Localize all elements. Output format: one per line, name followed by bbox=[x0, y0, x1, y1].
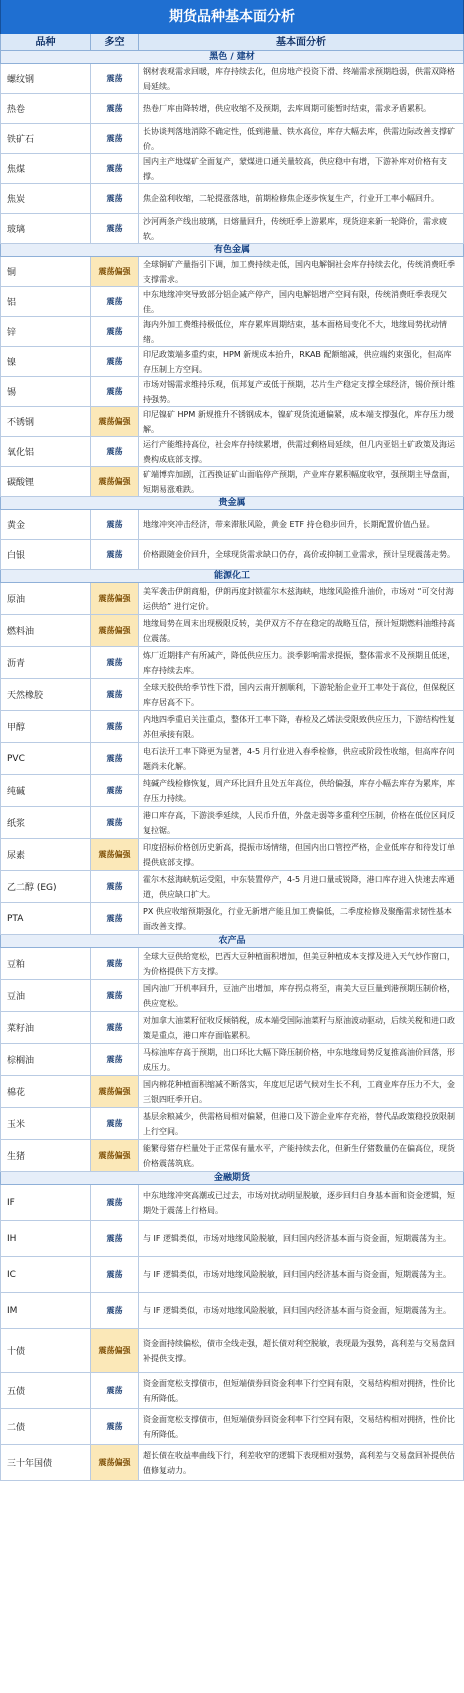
analysis-text: 资金面持续偏松，债市全线走强，超长债对利空脱敏，表现最为强势，高利差与交易盘回补提供支撑。 bbox=[143, 1338, 455, 1363]
category-header: 有色金属 bbox=[0, 244, 464, 257]
analysis-text: 海内外加工费维持极低位，库存累库周期结束，基本面格局变化不大，地缘局势扰动情绪。 bbox=[143, 319, 447, 344]
direction-cell bbox=[91, 214, 139, 243]
direction-badge: 震荡 bbox=[106, 991, 123, 1000]
direction-cell bbox=[91, 647, 139, 678]
table-row bbox=[0, 64, 464, 94]
table-row bbox=[0, 407, 464, 437]
analysis-text: 全球天胶供给季节性下滑，国内云南开割顺利，下游轮胎企业开工率处于高位，但保税区库存居高不下。 bbox=[143, 682, 455, 707]
analysis-text: 中东地缘冲突导致部分铝企减产停产，国内电解铝增产空间有限，传统消费旺季表现欠佳。 bbox=[143, 289, 447, 314]
direction-cell bbox=[91, 1221, 139, 1256]
analysis-cell bbox=[139, 679, 463, 710]
commodity-name: 棉花 bbox=[1, 1076, 91, 1107]
analysis-cell bbox=[139, 540, 463, 569]
direction-cell bbox=[91, 948, 139, 979]
analysis-cell bbox=[139, 1012, 463, 1043]
direction-badge: 震荡 bbox=[106, 1270, 123, 1279]
category-header: 金融期货 bbox=[0, 1172, 464, 1185]
analysis-text: 基层余粮减少，供需格局相对偏紧，但港口及下游企业库存充裕，替代品政策稳投放限制上行空间。 bbox=[143, 1111, 455, 1136]
direction-cell bbox=[91, 510, 139, 539]
page-title: 期货品种基本面分析 bbox=[0, 0, 464, 34]
direction-badge: 震荡 bbox=[106, 722, 123, 731]
direction-badge: 震荡偏强 bbox=[98, 626, 131, 635]
commodity-name: IH bbox=[1, 1221, 91, 1256]
category-header: 农产品 bbox=[0, 935, 464, 948]
direction-badge: 震荡 bbox=[106, 786, 123, 795]
analysis-text: 市场对锡需求维持乐观，佤邦复产或低于预期，芯片生产稳定支撑全球经济，锡价预计维持强势。 bbox=[143, 379, 455, 404]
analysis-cell bbox=[139, 214, 463, 243]
analysis-text: 全球铜矿产量指引下调，加工费持续走低，国内电解铜社会库存持续去化，传统消费旺季支撑需求。 bbox=[143, 259, 455, 284]
table-row bbox=[0, 1293, 464, 1329]
direction-badge: 震荡 bbox=[106, 224, 123, 233]
direction-badge: 震荡 bbox=[106, 194, 123, 203]
direction-badge: 震荡 bbox=[106, 447, 123, 456]
commodity-name: 锌 bbox=[1, 317, 91, 346]
table-row bbox=[0, 1221, 464, 1257]
analysis-cell bbox=[139, 317, 463, 346]
commodity-name: 螺纹钢 bbox=[1, 64, 91, 93]
analysis-text: 矿端博弈加剧，江西换证矿山面临停产预期，产业库存累积幅度收窄，强预期主导盘面，短期易涨难跌。 bbox=[143, 469, 455, 494]
analysis-cell bbox=[139, 1044, 463, 1075]
direction-cell bbox=[91, 679, 139, 710]
commodity-name: 焦煤 bbox=[1, 154, 91, 183]
commodity-name: 镍 bbox=[1, 347, 91, 376]
direction-badge: 震荡 bbox=[106, 104, 123, 113]
commodity-name: 铜 bbox=[1, 257, 91, 286]
table-row bbox=[0, 711, 464, 743]
analysis-text: 国内棉花种植面积缩减不断落实，年度厄尼诺气候对生长不利，工商业库存压力不大，金三银四旺季开启。 bbox=[143, 1079, 455, 1104]
commodity-name: 纯碱 bbox=[1, 775, 91, 806]
table-row bbox=[0, 154, 464, 184]
category-header: 贵金属 bbox=[0, 497, 464, 510]
direction-cell bbox=[91, 775, 139, 806]
direction-badge: 震荡 bbox=[106, 1198, 123, 1207]
commodity-name: 热卷 bbox=[1, 94, 91, 123]
direction-cell bbox=[91, 807, 139, 838]
commodity-name: 生猪 bbox=[1, 1140, 91, 1171]
header-name: 品种 bbox=[1, 34, 91, 50]
analysis-cell bbox=[139, 647, 463, 678]
analysis-text: 印尼政策端多重约束，HPM 新规成本抬升，RKAB 配额缩减，供应端约束强化，但高库存压制上方空间。 bbox=[143, 349, 452, 374]
commodity-name: 白银 bbox=[1, 540, 91, 569]
direction-badge: 震荡 bbox=[106, 658, 123, 667]
commodity-name: 焦炭 bbox=[1, 184, 91, 213]
analysis-text: 电石法开工率下降更为显著，4-5 月行业进入春季检修，供应或阶段性收缩，但高库存问题尚未化解。 bbox=[143, 746, 455, 771]
direction-badge: 震荡 bbox=[106, 74, 123, 83]
table-row bbox=[0, 1329, 464, 1373]
direction-cell bbox=[91, 1445, 139, 1480]
direction-badge: 震荡 bbox=[106, 164, 123, 173]
table-row bbox=[0, 214, 464, 244]
analysis-cell bbox=[139, 347, 463, 376]
analysis-cell bbox=[139, 377, 463, 406]
analysis-text: 超长债在收益率曲线下行，利差收窄的逻辑下表现相对强势，高利差与交易盘回补提供估值修复动力。 bbox=[143, 1450, 455, 1475]
commodity-name: 原油 bbox=[1, 583, 91, 614]
direction-badge: 震荡 bbox=[106, 520, 123, 529]
analysis-cell bbox=[139, 615, 463, 646]
direction-badge: 震荡偏强 bbox=[98, 477, 131, 486]
commodity-name: 铝 bbox=[1, 287, 91, 316]
direction-cell bbox=[91, 377, 139, 406]
analysis-cell bbox=[139, 1445, 463, 1480]
direction-cell bbox=[91, 711, 139, 742]
commodity-name: 尿素 bbox=[1, 839, 91, 870]
table-row bbox=[0, 679, 464, 711]
analysis-cell bbox=[139, 184, 463, 213]
table-row bbox=[0, 1409, 464, 1445]
table-row bbox=[0, 1012, 464, 1044]
direction-cell bbox=[91, 1257, 139, 1292]
direction-badge: 震荡 bbox=[106, 134, 123, 143]
table-row bbox=[0, 807, 464, 839]
analysis-text: 沙河两条产线出玻璃，日熔量回升，传统旺季上游累库，现货迎来新一轮降价，需求疲软。 bbox=[143, 216, 447, 241]
direction-badge: 震荡 bbox=[106, 882, 123, 891]
analysis-text: 马棕油库存高于预期，出口环比大幅下降压制价格，中东地缘局势反复推高油价回落，形成压力。 bbox=[143, 1047, 455, 1072]
analysis-cell bbox=[139, 1221, 463, 1256]
direction-badge: 震荡 bbox=[106, 357, 123, 366]
table-row bbox=[0, 1044, 464, 1076]
analysis-cell bbox=[139, 94, 463, 123]
direction-cell bbox=[91, 615, 139, 646]
direction-badge: 震荡 bbox=[106, 387, 123, 396]
commodity-name: 纸浆 bbox=[1, 807, 91, 838]
commodity-name: 五债 bbox=[1, 1373, 91, 1408]
analysis-text: PX 供应收缩预期强化，行业无新增产能且加工费偏低，二季度检修及聚酯需求韧性基本面改善支撑。 bbox=[143, 906, 452, 931]
direction-badge: 震荡 bbox=[106, 1306, 123, 1315]
analysis-text: 霍尔木兹海峡航运受阻，中东装置停产，4-5 月进口量或锐降，港口库存进入快速去库通道，供应缺口扩大。 bbox=[143, 874, 455, 899]
commodity-name: 碳酸锂 bbox=[1, 467, 91, 496]
commodity-name: 沥青 bbox=[1, 647, 91, 678]
analysis-text: 全球大豆供给宽松，巴西大豆种植面积增加，但美豆种植成本支撑及进入天气炒作窗口，为价格提供下方支撑。 bbox=[143, 951, 455, 976]
analysis-cell bbox=[139, 583, 463, 614]
table-row bbox=[0, 540, 464, 570]
commodity-name: 二债 bbox=[1, 1409, 91, 1444]
commodity-name: 燃料油 bbox=[1, 615, 91, 646]
direction-cell bbox=[91, 980, 139, 1011]
direction-cell bbox=[91, 540, 139, 569]
analysis-cell bbox=[139, 839, 463, 870]
analysis-cell bbox=[139, 257, 463, 286]
direction-cell bbox=[91, 1409, 139, 1444]
table-row bbox=[0, 317, 464, 347]
direction-badge: 震荡偏强 bbox=[98, 267, 131, 276]
table-row bbox=[0, 510, 464, 540]
table-row bbox=[0, 743, 464, 775]
analysis-cell bbox=[139, 948, 463, 979]
direction-badge: 震荡 bbox=[106, 1119, 123, 1128]
commodity-name: 氧化铝 bbox=[1, 437, 91, 466]
table-row bbox=[0, 257, 464, 287]
table-header bbox=[0, 34, 464, 51]
direction-cell bbox=[91, 257, 139, 286]
table-row bbox=[0, 94, 464, 124]
analysis-cell bbox=[139, 807, 463, 838]
direction-cell bbox=[91, 1373, 139, 1408]
analysis-text: 国内主产地煤矿全面复产，蒙煤进口通关量较高，供应稳中有增，下游补库对价格有支撑。 bbox=[143, 156, 447, 181]
table-row bbox=[0, 871, 464, 903]
table-row bbox=[0, 1445, 464, 1481]
direction-cell bbox=[91, 1044, 139, 1075]
analysis-cell bbox=[139, 407, 463, 436]
table-row bbox=[0, 839, 464, 871]
analysis-cell bbox=[139, 467, 463, 496]
direction-badge: 震荡偏强 bbox=[98, 1151, 131, 1160]
category-header: 能源化工 bbox=[0, 570, 464, 583]
commodity-name: 棕榈油 bbox=[1, 1044, 91, 1075]
commodity-name: 黄金 bbox=[1, 510, 91, 539]
direction-cell bbox=[91, 1140, 139, 1171]
analysis-text: 地缘冲突冲击经济，带来滞胀风险，黄金 ETF 持仓稳步回升，长期配置价值凸显。 bbox=[143, 520, 435, 529]
direction-badge: 震荡偏强 bbox=[98, 1346, 131, 1355]
analysis-text: 中东地缘冲突高潮或已过去，市场对扰动明显脱敏，逐步回归自身基本面和资金逻辑，短期处于震荡上行格局。 bbox=[143, 1190, 455, 1215]
analysis-text: 运行产能维持高位，社会库存持续累增，供需过剩格局延续，但几内亚铝土矿政策及海运费构成底部支撑。 bbox=[143, 439, 455, 464]
commodity-name: IM bbox=[1, 1293, 91, 1328]
direction-badge: 震荡 bbox=[106, 1055, 123, 1064]
direction-cell bbox=[91, 154, 139, 183]
analysis-cell bbox=[139, 1329, 463, 1372]
direction-cell bbox=[91, 407, 139, 436]
direction-cell bbox=[91, 839, 139, 870]
direction-cell bbox=[91, 467, 139, 496]
table-row bbox=[0, 1140, 464, 1172]
direction-badge: 震荡 bbox=[106, 1386, 123, 1395]
direction-cell bbox=[91, 287, 139, 316]
analysis-text: 与 IF 逻辑类似，市场对地缘风险脱敏，回归国内经济基本面与资金面，短期震荡为主。 bbox=[143, 1306, 452, 1315]
analysis-text: 国内油厂开机率回升，豆油产出增加，库存拐点将至，南美大豆巨量到港预期压制价格，供应宽松。 bbox=[143, 983, 455, 1008]
table-row bbox=[0, 647, 464, 679]
direction-cell bbox=[91, 1076, 139, 1107]
commodity-name: 豆粕 bbox=[1, 948, 91, 979]
analysis-cell bbox=[139, 980, 463, 1011]
direction-cell bbox=[91, 94, 139, 123]
commodity-name: IC bbox=[1, 1257, 91, 1292]
direction-badge: 震荡 bbox=[106, 818, 123, 827]
table-row bbox=[0, 980, 464, 1012]
direction-cell bbox=[91, 317, 139, 346]
analysis-text: 对加拿大油菜籽征收反倾销税，成本端受国际油菜籽与原油波动驱动，后续关税和进口政策是重点，港口库存面临累积。 bbox=[143, 1015, 455, 1040]
analysis-cell bbox=[139, 510, 463, 539]
analysis-cell bbox=[139, 437, 463, 466]
analysis-text: 能繁母猪存栏量处于正常保有量水平，产能持续去化，但新生仔猪数量仍在偏高位，现货价格震荡筑底。 bbox=[143, 1143, 455, 1168]
analysis-text: 长协谈判落地消除不确定性，低到港量、铁水高位，库存大幅去库，供需边际改善支撑矿价。 bbox=[143, 126, 455, 151]
direction-cell bbox=[91, 1329, 139, 1372]
analysis-cell bbox=[139, 743, 463, 774]
direction-cell bbox=[91, 437, 139, 466]
direction-cell bbox=[91, 64, 139, 93]
table-body bbox=[0, 51, 464, 1481]
analysis-text: 纯碱产线检修恢复，周产环比回升且处五年高位，供给偏强，库存小幅去库存为累库，库存压力持续。 bbox=[143, 778, 455, 803]
analysis-cell bbox=[139, 1076, 463, 1107]
commodity-name: 十债 bbox=[1, 1329, 91, 1372]
analysis-text: 资金面宽松支撑债市，但短端债券回资金利率下行空间有限，交易结构相对拥挤，性价比有所降低。 bbox=[143, 1378, 455, 1403]
commodity-name: PTA bbox=[1, 903, 91, 934]
commodity-name: 甲醇 bbox=[1, 711, 91, 742]
direction-badge: 震荡偏强 bbox=[98, 594, 131, 603]
direction-badge: 震荡偏强 bbox=[98, 1087, 131, 1096]
table-row bbox=[0, 948, 464, 980]
analysis-text: 印尼镍矿 HPM 新规推升不锈钢成本，镍矿现货流通偏紧，成本端支撑强化，库存压力缓解。 bbox=[143, 409, 454, 434]
analysis-cell bbox=[139, 1140, 463, 1171]
analysis-cell bbox=[139, 1293, 463, 1328]
table-row bbox=[0, 287, 464, 317]
direction-cell bbox=[91, 1293, 139, 1328]
analysis-text: 内地四季重启关注重点，整体开工率下降，春检及乙烯法受限致供应压力，下游结构性复苏但承接有限。 bbox=[143, 714, 455, 739]
analysis-cell bbox=[139, 1409, 463, 1444]
direction-badge: 震荡 bbox=[106, 550, 123, 559]
commodity-name: 豆油 bbox=[1, 980, 91, 1011]
header-direction: 多空 bbox=[91, 34, 139, 50]
analysis-cell bbox=[139, 287, 463, 316]
analysis-cell bbox=[139, 711, 463, 742]
direction-cell bbox=[91, 347, 139, 376]
commodity-name: 铁矿石 bbox=[1, 124, 91, 153]
direction-cell bbox=[91, 1012, 139, 1043]
table-row bbox=[0, 1373, 464, 1409]
analysis-cell bbox=[139, 64, 463, 93]
table-row bbox=[0, 775, 464, 807]
commodity-name: PVC bbox=[1, 743, 91, 774]
analysis-text: 钢材表观需求回暖，库存持续去化，但房地产投资下滑、终端需求预期趋弱，供需双降格局延续。 bbox=[143, 66, 455, 91]
commodity-name: 乙二醇 (EG) bbox=[1, 871, 91, 902]
direction-cell bbox=[91, 871, 139, 902]
table-row bbox=[0, 347, 464, 377]
analysis-cell bbox=[139, 1108, 463, 1139]
analysis-text: 价格跟随金价回升，全球现货需求缺口仍存，高价或抑制工业需求，预计呈现震荡走势。 bbox=[143, 550, 455, 559]
table-row bbox=[0, 1076, 464, 1108]
analysis-text: 地缘局势在周末出现极限反转，美伊双方不存在稳定的战略互信，预计短期燃料油维持高位震荡。 bbox=[143, 618, 455, 643]
table-row bbox=[0, 615, 464, 647]
direction-cell bbox=[91, 1185, 139, 1220]
analysis-text: 热卷厂库由降转增，供应收缩不及预期，去库周期可能暂时结束，需求矛盾累积。 bbox=[143, 104, 431, 113]
analysis-cell bbox=[139, 903, 463, 934]
direction-cell bbox=[91, 124, 139, 153]
commodity-name: 玻璃 bbox=[1, 214, 91, 243]
analysis-cell bbox=[139, 124, 463, 153]
direction-badge: 震荡 bbox=[106, 1023, 123, 1032]
analysis-text: 焦企盈利收缩，二轮提涨落地，前期检修焦企逐步恢复生产，行业开工率小幅回升。 bbox=[143, 194, 439, 203]
analysis-cell bbox=[139, 154, 463, 183]
direction-badge: 震荡 bbox=[106, 1422, 123, 1431]
header-analysis: 基本面分析 bbox=[276, 37, 326, 48]
table-row bbox=[0, 1185, 464, 1221]
analysis-cell bbox=[139, 871, 463, 902]
table-row bbox=[0, 437, 464, 467]
analysis-cell bbox=[139, 1185, 463, 1220]
analysis-cell bbox=[139, 1257, 463, 1292]
analysis-cell bbox=[139, 775, 463, 806]
analysis-text: 港口库存高，下游淡季延续，人民币升值，外盘走弱等多重利空压制，价格在低位区间反复拉锯。 bbox=[143, 810, 455, 835]
category-header: 黑色 / 建材 bbox=[0, 51, 464, 64]
direction-cell bbox=[91, 184, 139, 213]
commodity-name: 天然橡胶 bbox=[1, 679, 91, 710]
direction-badge: 震荡偏强 bbox=[98, 417, 131, 426]
direction-badge: 震荡 bbox=[106, 754, 123, 763]
commodity-name: 玉米 bbox=[1, 1108, 91, 1139]
direction-badge: 震荡 bbox=[106, 297, 123, 306]
table-row bbox=[0, 903, 464, 935]
direction-cell bbox=[91, 743, 139, 774]
direction-badge: 震荡偏强 bbox=[98, 1458, 131, 1467]
table-row bbox=[0, 377, 464, 407]
direction-badge: 震荡 bbox=[106, 959, 123, 968]
direction-badge: 震荡 bbox=[106, 690, 123, 699]
direction-cell bbox=[91, 583, 139, 614]
commodity-name: IF bbox=[1, 1185, 91, 1220]
commodity-name: 三十年国债 bbox=[1, 1445, 91, 1480]
analysis-text: 印度招标价格创历史新高，提振市场情绪，但国内出口管控严格，企业低库存和待发订单提供底部支撑。 bbox=[143, 842, 455, 867]
table-row bbox=[0, 1108, 464, 1140]
table-row bbox=[0, 124, 464, 154]
analysis-text: 资金面宽松支撑债市，但短端债券回资金利率下行空间有限，交易结构相对拥挤，性价比有所降低。 bbox=[143, 1414, 455, 1439]
direction-cell bbox=[91, 903, 139, 934]
direction-badge: 震荡 bbox=[106, 914, 123, 923]
commodity-name: 锡 bbox=[1, 377, 91, 406]
commodity-name: 菜籽油 bbox=[1, 1012, 91, 1043]
table-row bbox=[0, 467, 464, 497]
table-row bbox=[0, 583, 464, 615]
direction-badge: 震荡偏强 bbox=[98, 850, 131, 859]
table-row bbox=[0, 184, 464, 214]
analysis-text: 炼厂近期排产有所减产，降低供应压力。淡季影响需求提振，整体需求不及预期且低迷，库存持续去库。 bbox=[143, 650, 455, 675]
table-row bbox=[0, 1257, 464, 1293]
analysis-text: 与 IF 逻辑类似，市场对地缘风险脱敏，回归国内经济基本面与资金面，短期震荡为主。 bbox=[143, 1234, 452, 1243]
analysis-text: 与 IF 逻辑类似，市场对地缘风险脱敏，回归国内经济基本面与资金面，短期震荡为主。 bbox=[143, 1270, 452, 1279]
commodity-name: 不锈钢 bbox=[1, 407, 91, 436]
analysis-text: 美军袭击伊朗商船，伊朗再度封锁霍尔木兹海峡，地缘风险推升油价，市场对 “可交付海运供给” 进行定价。 bbox=[143, 586, 454, 611]
analysis-cell bbox=[139, 1373, 463, 1408]
direction-badge: 震荡 bbox=[106, 1234, 123, 1243]
direction-badge: 震荡 bbox=[106, 327, 123, 336]
direction-cell bbox=[91, 1108, 139, 1139]
